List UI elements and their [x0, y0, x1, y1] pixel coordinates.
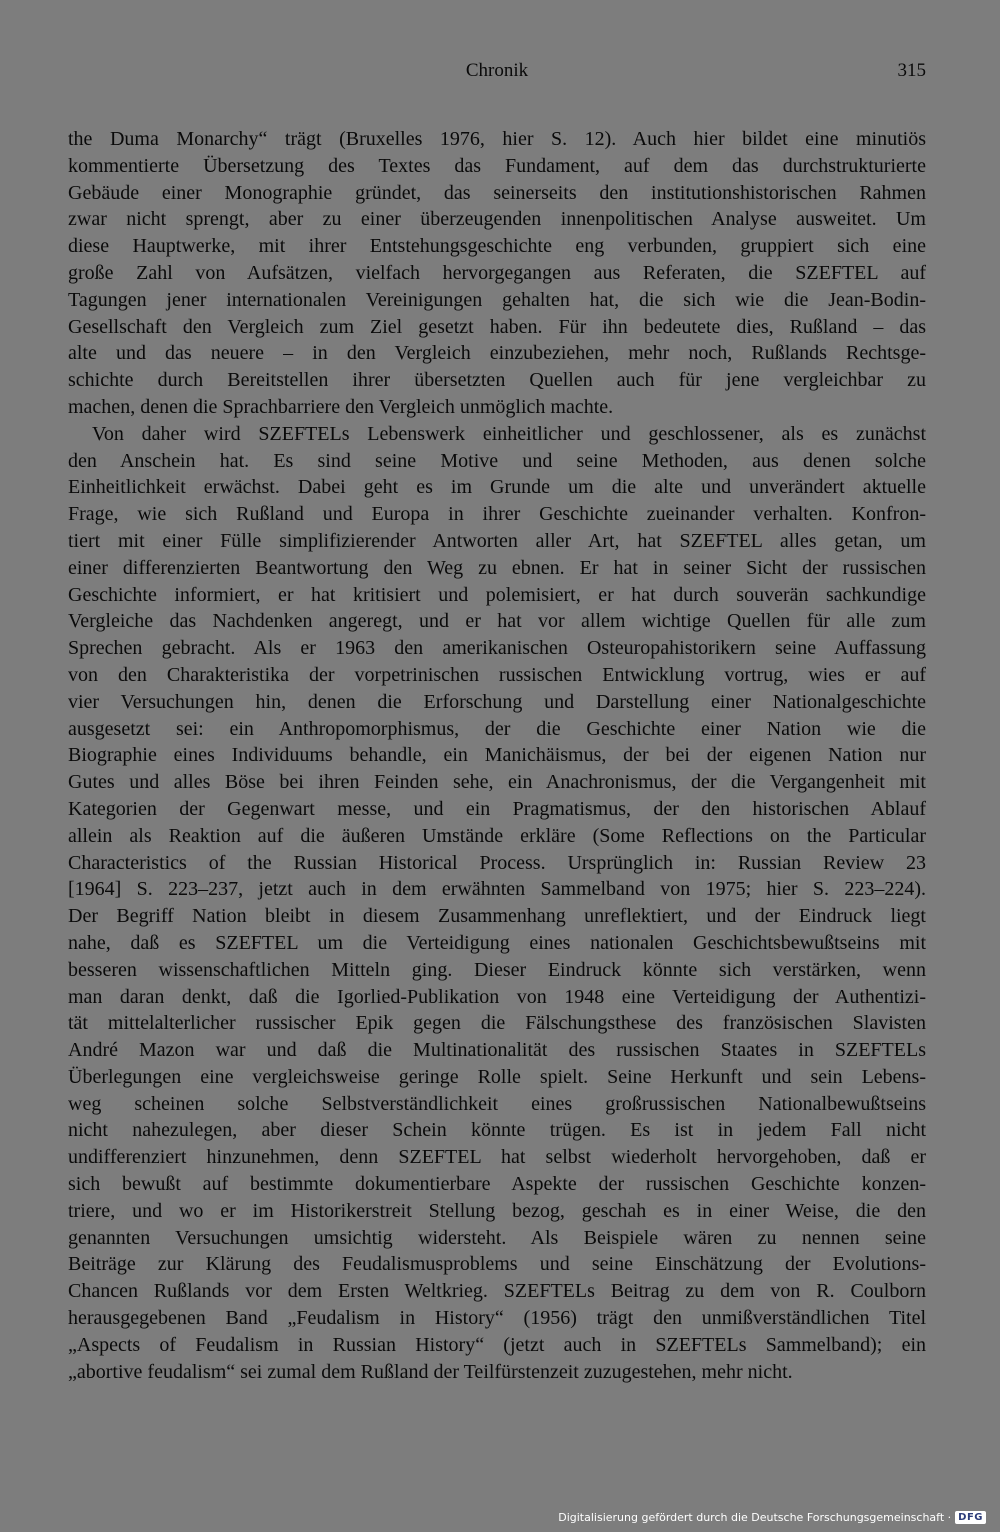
- text-line: alte und das neuere – in den Vergleich einzubeziehen, mehr noch, Rußlands Rechtsge-: [68, 342, 926, 365]
- text-line: den Anschein hat. Es sind seine Motive und seine Methoden, aus denen solche: [68, 449, 926, 472]
- text-line: schichte durch Bereitstellen ihrer übersetzten Quellen auch für jene vergleichbar zu: [68, 369, 926, 392]
- text-line: tät mittelalterlicher russischer Epik gegen die Fälschungsthese des französischen Slavisten: [68, 1012, 926, 1035]
- body-text: [68, 126, 926, 1385]
- dfg-logo-icon: DFG: [955, 1511, 986, 1524]
- text-line: diese Hauptwerke, mit ihrer Entstehungsgeschichte eng verbunden, gruppiert sich eine: [68, 235, 926, 258]
- text-line: undifferenziert hinzunehmen, denn SZEFTEL hat selbst wiederholt hervorgehoben, daß er: [68, 1146, 926, 1169]
- text-line: weg scheinen solche Selbstverständlichkeit eines großrussischen Nationalbewußtseins: [68, 1092, 926, 1115]
- text-line: Chancen Rußlands vor dem Ersten Weltkrieg. SZEFTELs Beitrag zu dem von R. Coulborn: [68, 1280, 926, 1303]
- text-line: Einheitlichkeit erwächst. Dabei geht es im Grunde um die alte und unverändert aktuelle: [68, 476, 926, 499]
- text-line: [1964] S. 223–237, jetzt auch in dem erwähnten Sammelband von 1975; hier S. 223–224).: [68, 878, 926, 901]
- text-line: herausgegebenen Band „Feudalism in History“ (1956) trägt den unmißverständlichen Titel: [68, 1307, 926, 1330]
- text-line: tiert mit einer Fülle simplifizierender Antworten aller Art, hat SZEFTEL alles getan, um: [68, 529, 926, 552]
- text-line: allein als Reaktion auf die äußeren Umstände erkläre (Some Reflections on the Particular: [68, 824, 926, 847]
- page-number: 315: [897, 60, 926, 81]
- text-line: ausgesetzt sei: ein Anthropomorphismus, der die Geschichte einer Nation wie die: [68, 717, 926, 740]
- footer-credit: Digitalisierung gefördert durch die Deutsche Forschungsgemeinschaft ·: [558, 1510, 952, 1524]
- text-line: zwar nicht sprengt, aber zu einer überzeugenden innenpolitischen Analyse ausweitet. Um: [68, 208, 926, 231]
- text-line: machen, denen die Sprachbarriere den Vergleich unmöglich machte.: [68, 395, 614, 418]
- text-line: Überlegungen eine vergleichsweise geringe Rolle spielt. Seine Herkunft und sein Lebens-: [68, 1065, 926, 1088]
- text-line: Kategorien der Gegenwart messe, und ein Pragmatismus, der den historischen Ablauf: [68, 797, 926, 820]
- text-line: „abortive feudalism“ sei zumal dem Rußland der Teilfürstenzeit zuzugestehen, mehr nicht.: [68, 1360, 793, 1383]
- running-title: Chronik: [465, 60, 529, 81]
- text-line: Beiträge zur Klärung des Feudalismusproblems und seine Einschätzung der Evolutions-: [68, 1253, 926, 1276]
- text-line: Biographie eines Individuums behandle, ein Manichäismus, der bei der eigenen Nation nur: [68, 744, 926, 767]
- text-line: Gesellschaft den Vergleich zum Ziel gesetzt haben. Für ihn bedeutete dies, Rußland – das: [68, 315, 926, 338]
- text-line: Tagungen jener internationalen Vereinigungen gehalten hat, die sich wie die Jean-Bodin-: [68, 288, 926, 311]
- text-line: einer differenzierten Beantwortung den Weg zu ebnen. Er hat in seiner Sicht der russischen: [68, 556, 926, 579]
- text-line: Frage, wie sich Rußland und Europa in ihrer Geschichte zueinander verhalten. Konfron-: [68, 503, 926, 526]
- text-line: Von daher wird SZEFTELs Lebenswerk einheitlicher und geschlossener, als es zunächst: [92, 422, 926, 445]
- text-line: the Duma Monarchy“ trägt (Bruxelles 1976, hier S. 12). Auch hier bildet eine minutiös: [68, 128, 926, 150]
- text-line: Sprechen gebracht. Als er 1963 den amerikanischen Osteuropahistorikern seine Auffassung: [68, 637, 926, 660]
- text-line: nicht nahezulegen, aber dieser Schein könnte trügen. Es ist in jedem Fall nicht: [68, 1119, 926, 1142]
- text-line: „Aspects of Feudalism in Russian History“ (jetzt auch in SZEFTELs Sammelband); ein: [68, 1333, 926, 1356]
- text-line: sich bewußt auf bestimmte dokumentierbare Aspekte der russischen Geschichte konzen-: [68, 1173, 926, 1196]
- text-line: triere, und wo er im Historikerstreit Stellung bezog, geschah es in einer Weise, die den: [68, 1199, 926, 1222]
- text-line: Gebäude einer Monographie gründet, das seinerseits den institutionshistorischen Rahmen: [68, 181, 926, 204]
- text-line: nahe, daß es SZEFTEL um die Verteidigung eines nationalen Geschichtsbewußtseins mit: [68, 931, 926, 954]
- text-line: Gutes und alles Böse bei ihren Feinden sehe, ein Anachronismus, der die Vergangenheit mit: [68, 771, 926, 794]
- running-head: [68, 60, 926, 88]
- text-line: kommentierte Übersetzung des Textes das Fundament, auf dem das durchstrukturierte: [68, 154, 926, 177]
- text-line: genannten Versuchungen umsichtig widersteht. Als Beispiele wären zu nennen seine: [68, 1226, 926, 1249]
- text-line: André Mazon war und daß die Multinationalität des russischen Staates in SZEFTELs: [68, 1039, 926, 1062]
- text-line: große Zahl von Aufsätzen, vielfach hervorgegangen aus Referaten, die SZEFTEL auf: [68, 261, 926, 284]
- text-line: vier Versuchungen hin, denen die Erforschung und Darstellung einer Nationalgeschichte: [68, 690, 926, 713]
- text-line: Characteristics of the Russian Historical Process. Ursprünglich in: Russian Review 23: [68, 851, 926, 874]
- text-line: Vergleiche das Nachdenken angeregt, und er hat vor allem wichtige Quellen für alle zum: [68, 610, 926, 633]
- text-line: man daran denkt, daß die Igorlied-Publikation von 1948 eine Verteidigung der Authentizi-: [68, 985, 926, 1008]
- text-line: Geschichte informiert, er hat kritisiert und polemisiert, er hat durch souverän sachkundige: [68, 583, 926, 606]
- text-line: Der Begriff Nation bleibt in diesem Zusammenhang unreflektiert, und der Eindruck liegt: [68, 905, 926, 928]
- text-line: von den Charakteristika der vorpetrinischen russischen Entwicklung vortrug, wies er auf: [68, 663, 926, 686]
- text-line: besseren wissenschaftlichen Mitteln ging. Dieser Eindruck könnte sich verstärken, wenn: [68, 958, 926, 981]
- digitization-footer: [558, 1508, 986, 1526]
